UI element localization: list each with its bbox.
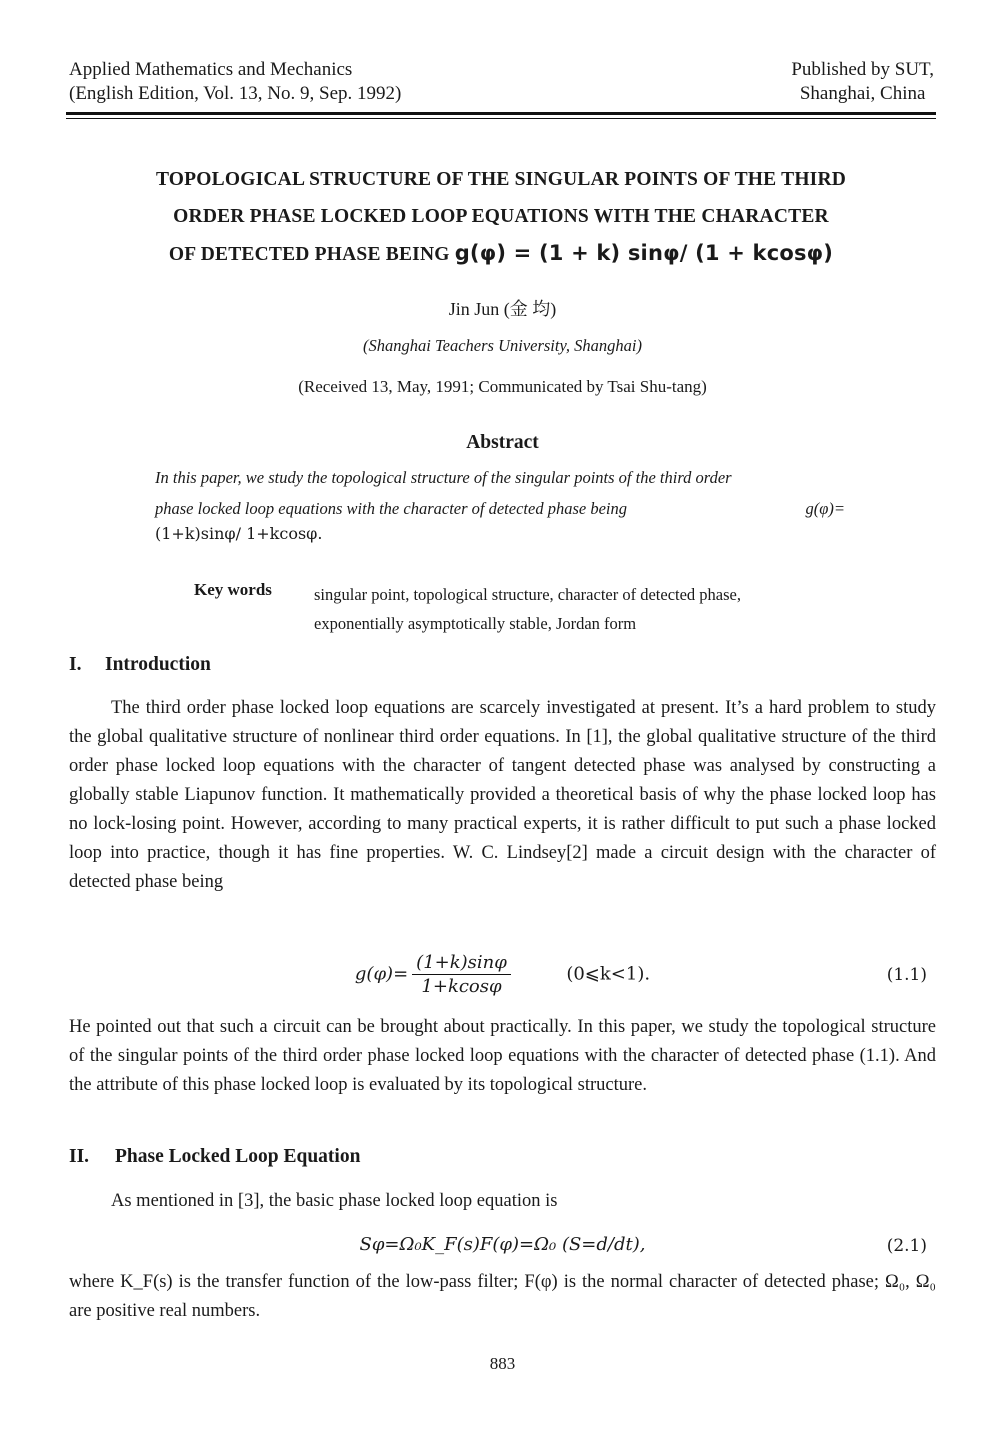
keywords-list bbox=[314, 580, 874, 638]
abstract-body bbox=[155, 462, 845, 524]
equation-1-1-label: (1.1) bbox=[886, 965, 927, 985]
section-2-title: Phase Locked Loop Equation bbox=[115, 1146, 361, 1167]
publisher-header bbox=[791, 58, 934, 106]
section-2-paragraph-1-text: As mentioned in [3], the basic phase locked loop equation is bbox=[111, 1191, 558, 1211]
abstract-formula: (1+k)sinφ/ 1+kcosφ. bbox=[155, 524, 323, 543]
section-1-paragraph-1 bbox=[69, 694, 936, 897]
equation-1-1-lhs: g(φ)= bbox=[354, 963, 409, 985]
title-line-2: ORDER PHASE LOCKED LOOP EQUATIONS WITH THE CHARACTER bbox=[173, 206, 829, 227]
title-formula: g(φ) = (1 + k) sinφ/ (1 + kcosφ) bbox=[454, 241, 834, 265]
publisher-location: Shanghai, China bbox=[799, 83, 926, 104]
title-line-1: TOPOLOGICAL STRUCTURE OF THE SINGULAR POINTS OF THE THIRD bbox=[155, 169, 847, 190]
abstract-line-2-text: phase locked loop equations with the character of detected phase being bbox=[155, 499, 627, 518]
abstract-line-2-eq: g(φ)= bbox=[805, 499, 845, 518]
section-2-paragraph-1 bbox=[69, 1187, 936, 1216]
author: Jin Jun (金 均) bbox=[448, 299, 557, 319]
journal-name: Applied Mathematics and Mechanics bbox=[69, 59, 353, 80]
section-2-heading bbox=[69, 1146, 360, 1168]
section-1-paragraph-2-text: He pointed out that such a circuit can be brought about practically. In this paper, we study the topological structure of the singular points of the third order phase locked loop equations with the character of detected phase (1.1). And the attribute of this phase locked loop is evaluated by its topological structure. bbox=[69, 1017, 936, 1095]
section-1-title: Introduction bbox=[105, 654, 211, 675]
section-1-paragraph-2 bbox=[69, 1013, 936, 1100]
section-1-heading bbox=[69, 654, 211, 676]
paper-title bbox=[66, 161, 936, 273]
journal-issue: (English Edition, Vol. 13, No. 9, Sep. 1992) bbox=[69, 83, 402, 104]
page-number: 883 bbox=[489, 1354, 516, 1373]
section-2-paragraph-2 bbox=[69, 1268, 936, 1326]
abstract-line-1: In this paper, we study the topological structure of the singular points of the third order bbox=[155, 468, 732, 487]
title-line-3 bbox=[66, 235, 936, 273]
section-2-paragraph-2-text: where K_F(s) is the transfer function of the low-pass filter; F(φ) is the normal character of detected phase; Ω₀, Ω₀ are positive real numbers. bbox=[69, 1272, 936, 1321]
keywords-line-2: exponentially asymptotically stable, Jordan form bbox=[314, 614, 637, 633]
keywords-line-1: singular point, topological structure, character of detected phase, bbox=[314, 585, 742, 604]
affiliation: (Shanghai Teachers University, Shanghai) bbox=[363, 336, 642, 355]
section-1-paragraph-1-text: The third order phase locked loop equations are scarcely investigated at present. It’s a hard problem to study the global qualitative structure of nonlinear third order equations. In [1], the global qualitative structure of the third order phase locked loop equations with the character of tangent detected phase was analysed by constructing a globally stable Liapunov function. It mathematically provided a theoretical basis of why the phase locked loop has no lock-losing point. However, according to many practical experts, it is rather difficult to put such a phase locked loop into practice, though it has fine properties. W. C. Lindsey[2] made a circuit design with the character of detected phase being bbox=[69, 698, 936, 892]
equation-1-1 bbox=[69, 952, 936, 997]
section-2-number: II. bbox=[69, 1146, 90, 1167]
header-rule-thin bbox=[66, 118, 936, 119]
abstract-heading: Abstract bbox=[466, 432, 539, 453]
equation-2-1: Sφ=Ω₀K_F(s)F(φ)=Ω₀ (S=d/dt), bbox=[359, 1234, 646, 1255]
keywords-label: Key words bbox=[194, 580, 272, 599]
equation-1-1-denominator: 1+kcosφ bbox=[421, 976, 502, 997]
received-date: (Received 13, May, 1991; Communicated by Tsai Shu-tang) bbox=[298, 377, 707, 396]
header-rule-thick bbox=[66, 112, 936, 115]
journal-header bbox=[69, 58, 401, 106]
equation-2-1-label: (2.1) bbox=[886, 1236, 927, 1256]
section-1-number: I. bbox=[69, 654, 82, 675]
equation-1-1-fraction bbox=[412, 952, 511, 997]
equation-1-1-condition: (0⩽k<1). bbox=[566, 963, 651, 985]
publisher-name: Published by SUT, bbox=[791, 59, 934, 80]
title-line-3-text: OF DETECTED PHASE BEING bbox=[168, 244, 450, 265]
abstract-line-2 bbox=[155, 493, 845, 524]
equation-1-1-numerator: (1+k)sinφ bbox=[412, 952, 511, 975]
